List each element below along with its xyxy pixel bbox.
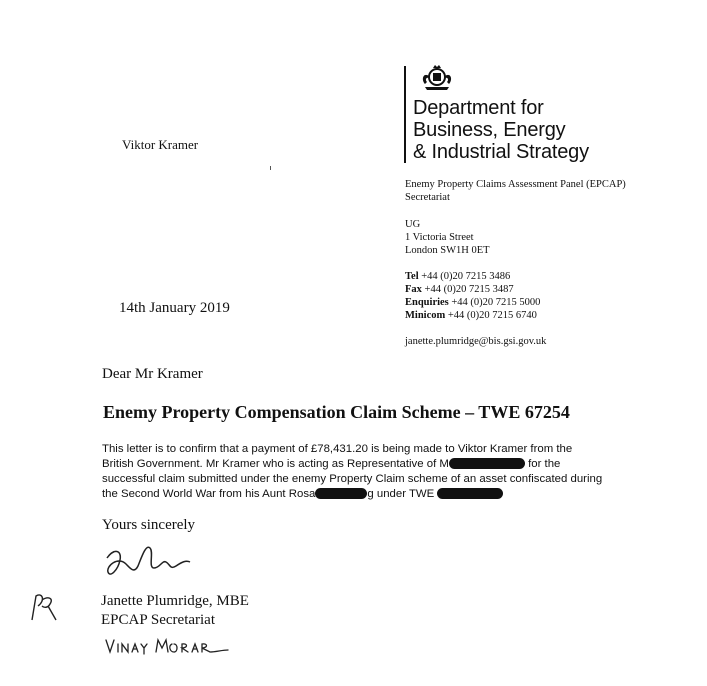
redaction-block [315,488,367,499]
department-name [413,97,589,163]
contact-tel: Tel +44 (0)20 7215 3486 [405,271,511,282]
signature-scribble [104,538,194,582]
contact-enquiries: Enquiries +44 (0)20 7215 5000 [405,297,541,308]
body-line: This letter is to confirm that a payment of £78,431.20 is being made to Viktor Kramer from the [102,443,573,455]
signatory-block [101,592,249,630]
closing: Yours sincerely [102,517,196,533]
department-divider [404,66,406,163]
redaction-block [449,458,525,469]
salutation: Dear Mr Kramer [102,366,203,382]
recipient-name: Viktor Kramer [122,137,199,152]
department-line: & Industrial Strategy [413,141,589,163]
office-name: Enemy Property Claims Assessment Panel (EPCAP) Secretariat [405,179,626,203]
signatory-title: EPCAP Secretariat [101,612,216,628]
body-line: successful claim submitted under the enemy Property Claim scheme of an asset confiscated during [102,473,603,485]
handwritten-name [104,632,234,660]
department-line: Business, Energy [413,119,566,141]
letter-body [102,442,622,502]
office-address: UG 1 Victoria Street London SW1H 0ET [405,219,490,256]
letter-date: 14th January 2019 [119,300,230,316]
scan-speck [270,166,271,170]
royal-crest-icon [417,62,457,92]
redaction-block [437,488,503,499]
contact-email[interactable]: janette.plumridge@bis.gsi.gov.uk [405,336,547,347]
body-line: the Second World War from his Aunt Rosa g under TWE [102,487,622,502]
signatory-name: Janette Plumridge, MBE [101,593,249,609]
department-line: Department for [413,97,544,119]
body-line: British Government. Mr Kramer who is acting as Representative of M for the [102,458,561,470]
contact-minicom: Minicom +44 (0)20 7215 6740 [405,310,537,321]
contact-details [405,270,540,322]
letter-subject: Enemy Property Compensation Claim Scheme – TWE 67254 [103,402,570,422]
contact-fax: Fax +44 (0)20 7215 3487 [405,284,514,295]
margin-initials [28,590,64,626]
